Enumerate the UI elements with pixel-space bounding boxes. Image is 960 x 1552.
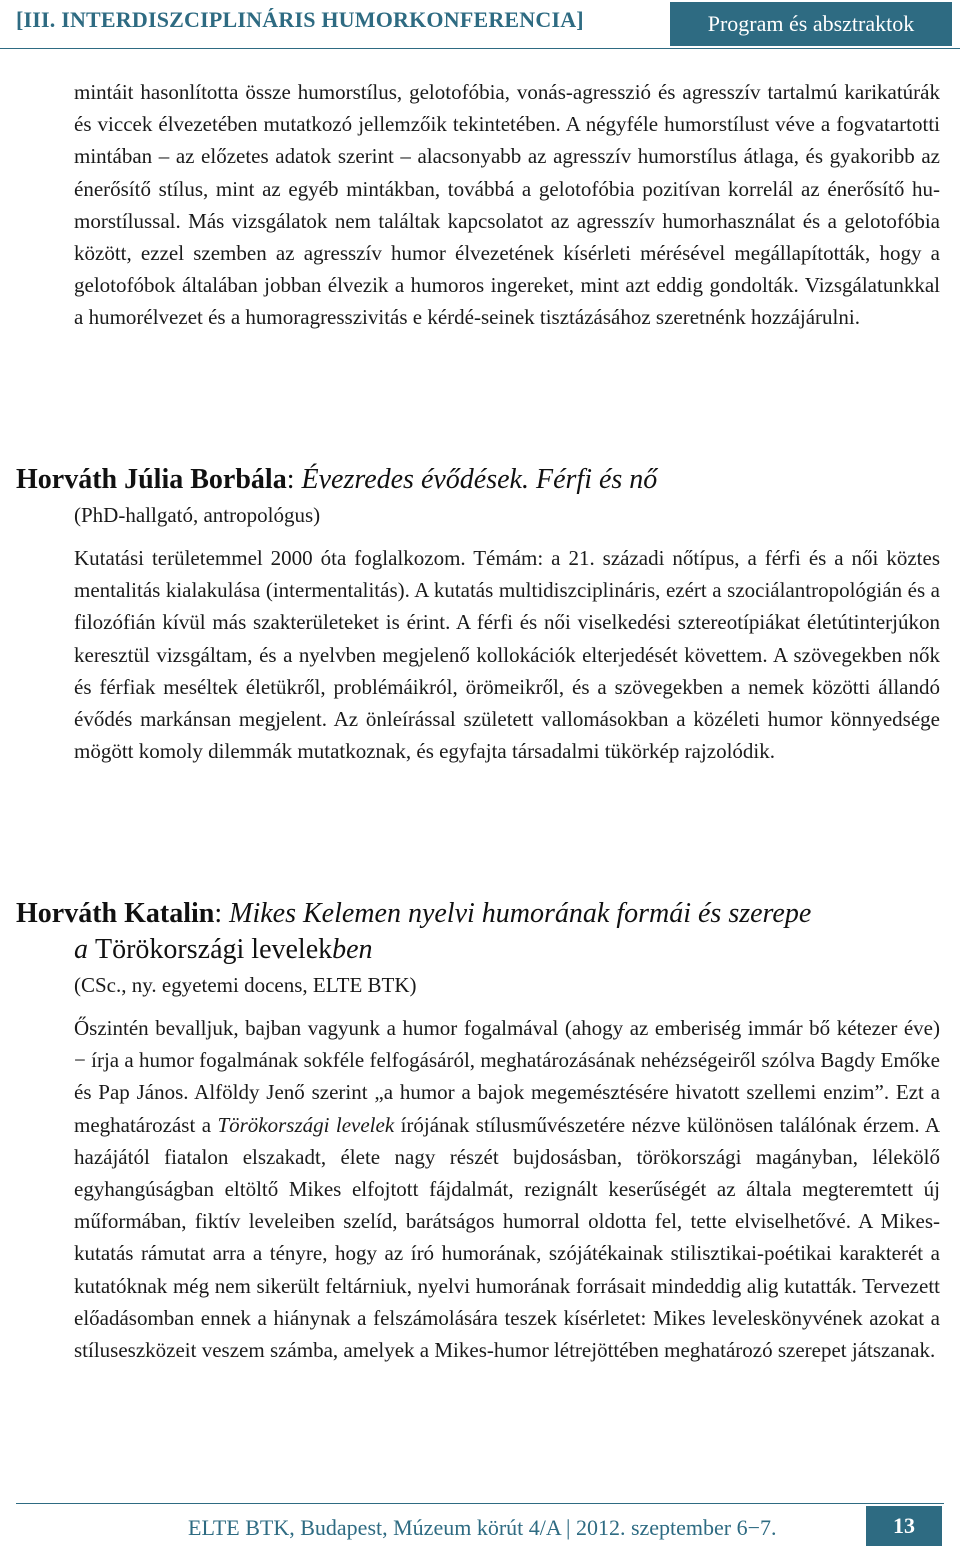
section-2-abstract (74, 1012, 940, 1366)
intro-paragraph: mintáit hasonlította össze humorstílus, gelotofóbia, vonás-agresszió és agresszív tartalmú karikatúrák és viccek élvezetében mutatkozó jellemzőik tekintetében. A négyféle humorstílust véve a fogvatartotti mintában – az előzetes adatok szerint – alacsonyabb az agresszív humorstílus átlaga, és gyakoribb az énerősítő stílus, mint az egyéb mintákban, továbbá a gelotofóbia pozitívan korrelál az énerősítő humorstílussal. Más vizsgálatok nem találtak kapcsolatot az agresszív humorhasználat és a gelotofóbia között, ezzel szemben az agresszív humor élvezetének kísérleti mérésével megállapították, hogy a gelotofóbok általában jobban élvezik a humoros ingereket, mint azt eddig gondolták. Vizsgálatunkkal a humorélvezet és a humoragresszivitás e kérdé-seinek tisztázásához szeretnénk hozzájárulni. (74, 80, 940, 330)
section-2-title-book: Törökországi levelek (95, 934, 333, 965)
section-2-sep: : (214, 898, 230, 929)
section-2-abstract-pre: Őszintén bevalljuk, bajban vagyunk a humor fogalmával (ahogy az emberiség immár bő kétezer éve) − írja a humor fogalmának sokféle felfogásáról, meghatározásának nehézségeiről szólva Bagdy Emőke és Pap János. Alföldy Jenő szerint „a humor a bajok megemésztésére hivatott szellemi enzim”. Ezt a meghatározást a (74, 1016, 940, 1137)
section-2-affiliation: (CSc., ny. egyetemi docens, ELTE BTK) (74, 973, 417, 997)
page-header (0, 0, 960, 48)
conference-title: [III. INTERDISZCIPLINÁRIS HUMORKONFERENCIA] (16, 7, 584, 32)
section-2-author: Horváth Katalin (16, 898, 215, 929)
section-2-abstract-italic: Törökországi levelek (217, 1112, 395, 1137)
section-1-author: Horváth Júlia Borbála (16, 464, 287, 495)
page-number: 13 (866, 1506, 942, 1546)
section-1-affiliation: (PhD-hallgató, antropológus) (74, 503, 321, 527)
section-1-talk-title: Évezredes évődések. Férfi és nő (301, 464, 658, 495)
section-1-abstract: Kutatási területemmel 2000 óta foglalkozom. Témám: a 21. századi nőtípus, a férfi és a női köztes mentalitás kialakulása (intermentalitás). A kutatás multidiszciplináris, ezért a szociálantropológián és a filozófián kívül más szakterületeket is érint. A férfi és női viselkedési sztereotípiákat életútinterjúkon keresztül vizsgáltam, és a nyelvben megjelenő kollokációk elterjedését követtem. A szövegekben nők és férfiak meséltek életükről, problémáikról, örömeikről, és a szövegekben a nemek közötti állandó évődés markánsan megjelent. Az önleírással született vallomásokban a közéleti humor könnyedsége mögött komoly dilemmák mutatkoznak, és egyfajta társadalmi tükörkép rajzolódik. (74, 546, 940, 764)
section-tab: Program és absztraktok (670, 2, 952, 46)
section-2-talk-title: Mikes Kelemen nyelvi humorának formái és szerepe (229, 898, 812, 929)
section-2-title-suffix: ben (332, 934, 373, 965)
section-2-title (16, 896, 940, 932)
section-1-sep: : (286, 464, 302, 495)
section-1-title (16, 462, 940, 498)
section-2-title-line2 (74, 932, 940, 968)
footer-venue: ELTE BTK, Budapest, Múzeum körút 4/A | 2012. szeptember 6−7. (188, 1515, 777, 1540)
footer-divider (16, 1503, 944, 1504)
section-2-abstract-post: írójának stílusművészetére nézve különösen találónak érzem. A hazájától fiatalon elszakadt, élete nagy részét bujdosásban, törökországi magányban, lélekölő egyhangúságban eltöltő Mikes elfojtott fájdalmát, rezignált keserűségét az általa megteremtett új műformában, fiktív leveleiben szelíd, barátságos humorral oldotta fel, tette elviselhetővé. A Mikeskutatás rámutat arra a tényre, hogy az író humorának, szójátékainak stilisztikai-poétikai karakterét a kutatóknak még nem sikerült feltárniuk, nyelvi humorának forrásait mindeddig alig kutatták. Tervezett előadásomban ennek a hiánynak a felszámolására teszek kísérletet: Mikes leveleskönyvének azokat a stíluseszközeit veszem számba, amelyek a Mikes-humor létrejöttében meghatározó szerepet játszanak. (74, 1112, 940, 1363)
header-divider (0, 48, 960, 49)
section-2-title-prefix: a (74, 934, 95, 965)
